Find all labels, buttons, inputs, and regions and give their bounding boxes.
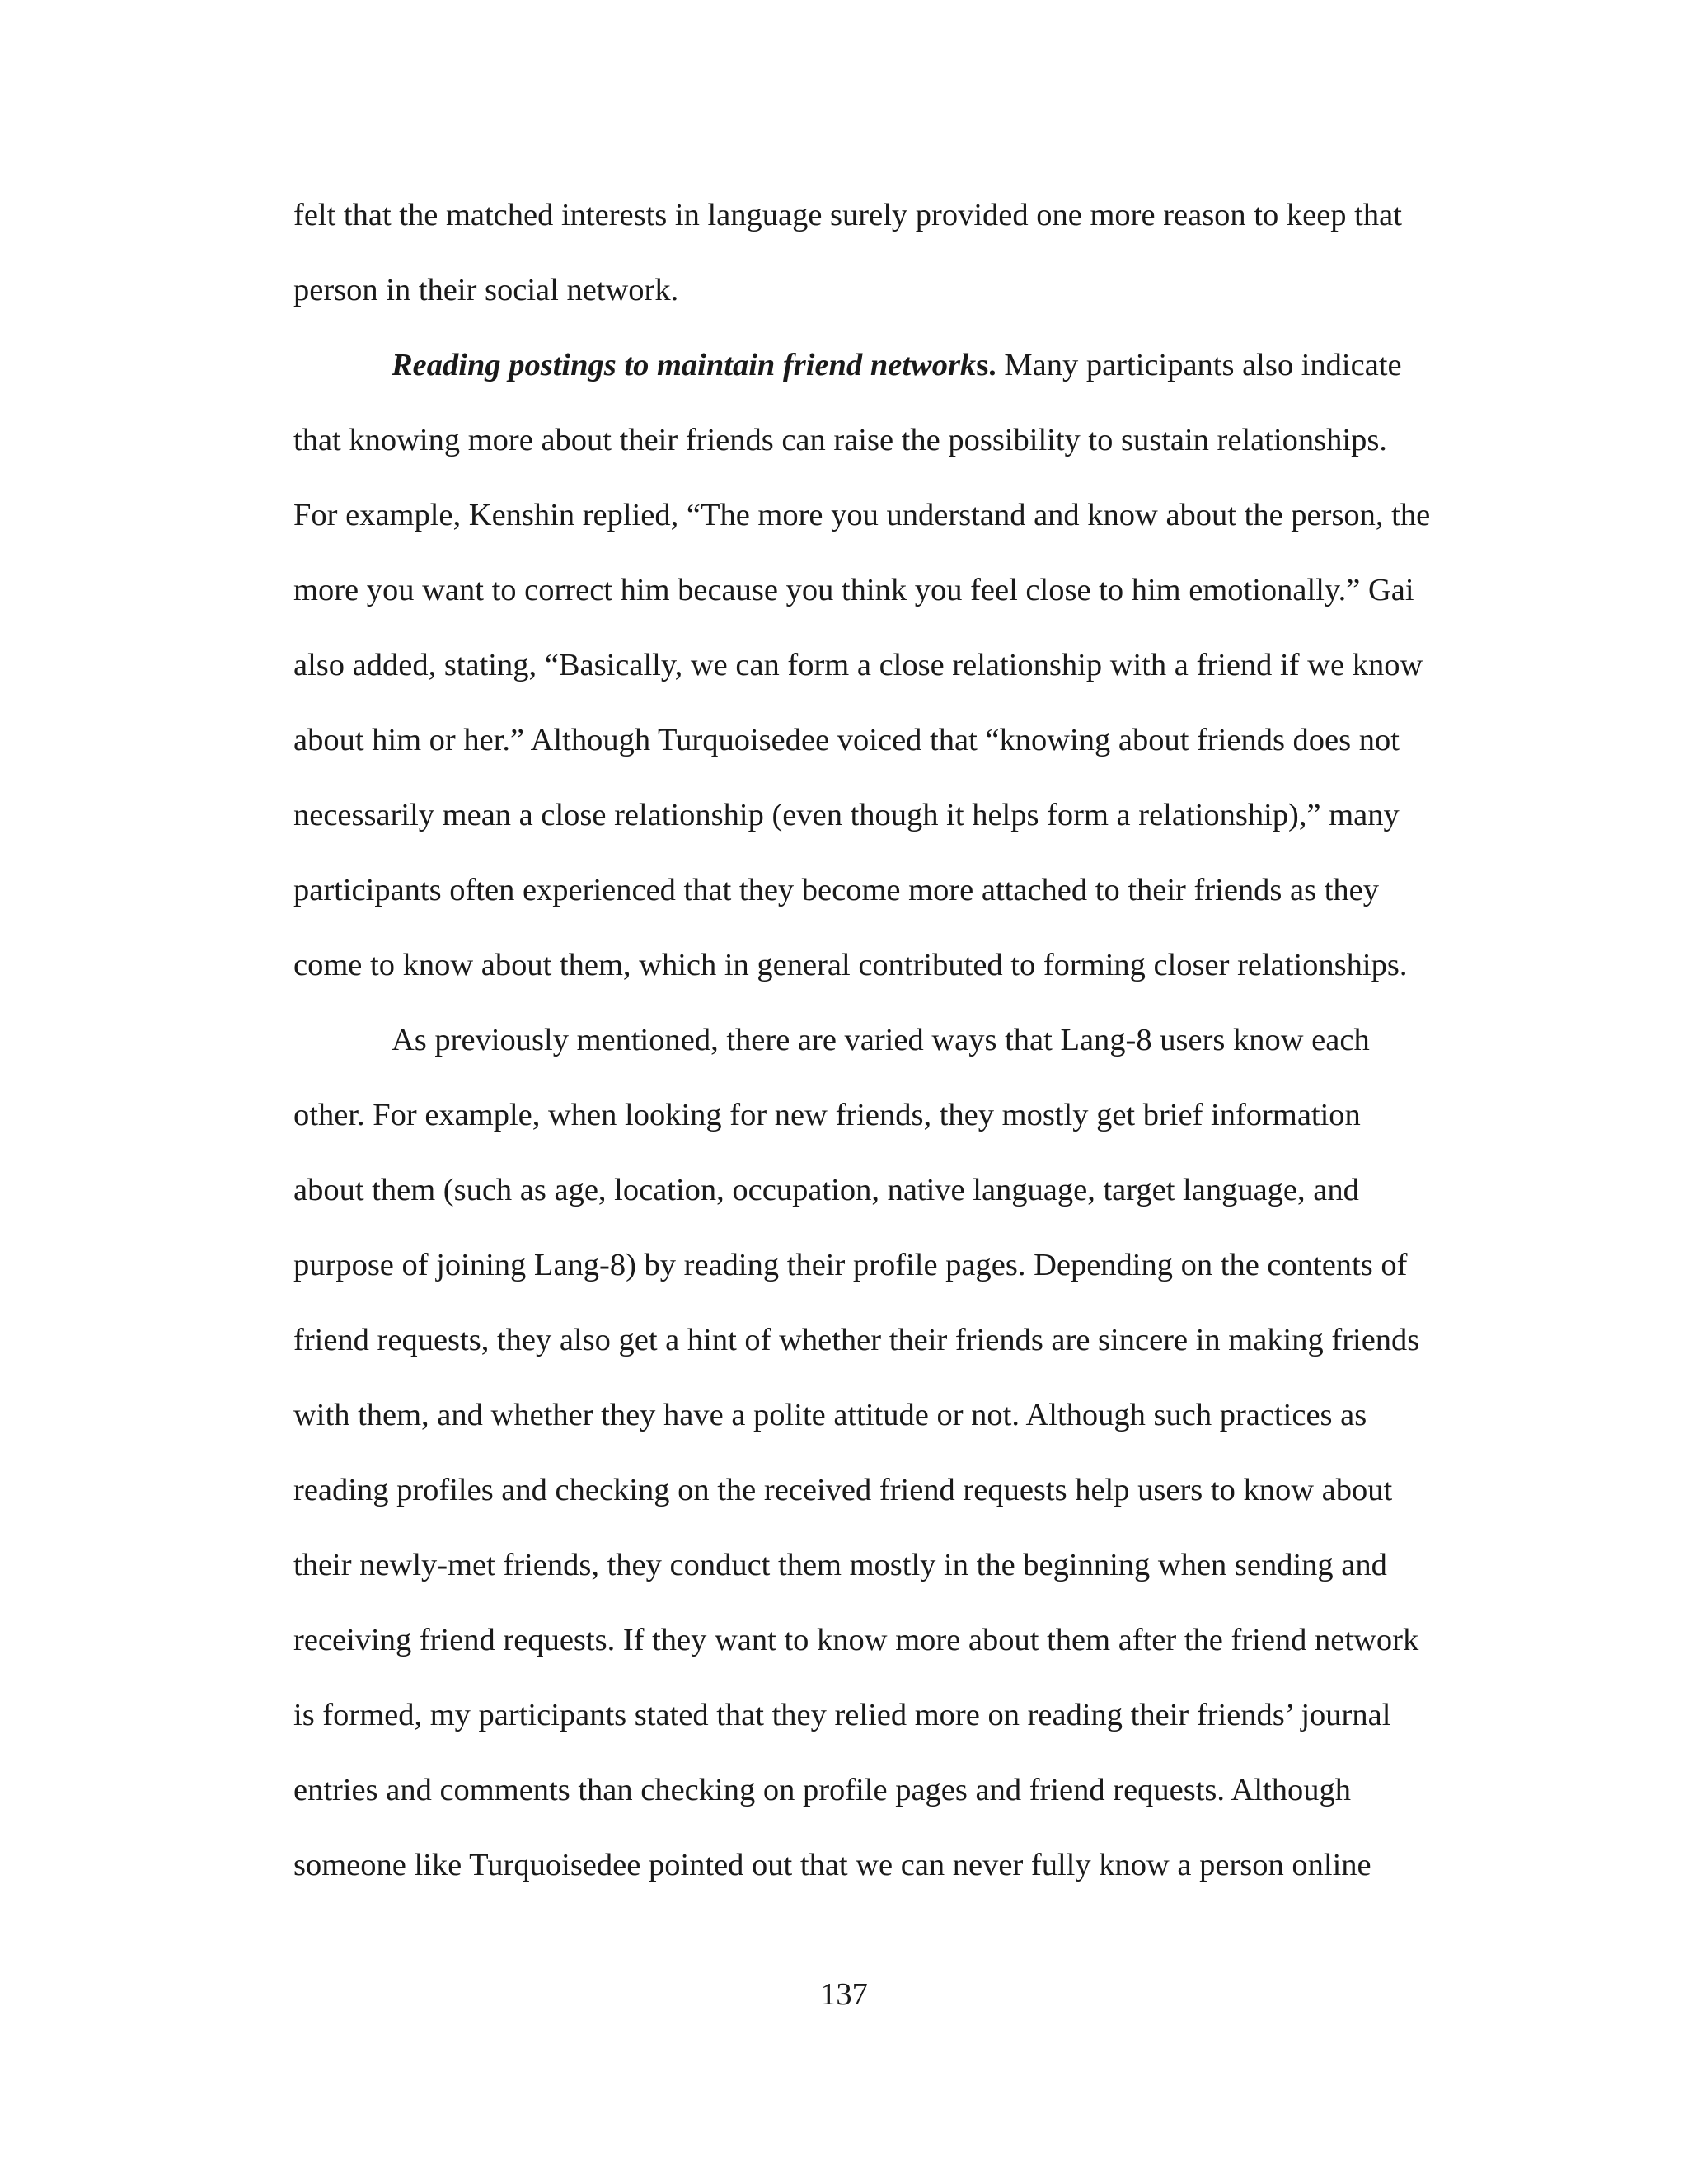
body-line: that knowing more about their friends can raise the possibility to sustain relationships. [293,423,1387,457]
page-number: 137 [820,1977,868,2012]
body-line-indented: As previously mentioned, there are varied ways that Lang-8 users know each [392,1023,1370,1057]
body-text: Many participants also indicate [1004,348,1402,382]
body-line: more you want to correct him because you think you feel close to him emotionally.” Gai [293,573,1414,607]
body-line: entries and comments than checking on profile pages and friend requests. Although [293,1773,1351,1807]
body-line: about him or her.” Although Turquoisedee voiced that “knowing about friends does not [293,723,1400,757]
body-line: necessarily mean a close relationship (even though it helps form a relationship),” many [293,798,1400,832]
body-line: For example, Kenshin replied, “The more you understand and know about the person, the [293,498,1431,532]
body-line: come to know about them, which in general contributed to forming closer relationships. [293,948,1408,982]
body-line: with them, and whether they have a polite attitude or not. Although such practices as [293,1398,1367,1432]
body-line: their newly-met friends, they conduct them mostly in the beginning when sending and [293,1548,1387,1582]
body-line: other. For example, when looking for new friends, they mostly get brief information [293,1098,1361,1132]
section-heading: Reading postings to maintain friend network [392,348,977,382]
body-line: someone like Turquoisedee pointed out that we can never fully know a person online [293,1848,1372,1882]
section-heading-suffix: s. [976,348,996,382]
body-line: purpose of joining Lang-8) by reading their profile pages. Depending on the contents of [293,1248,1408,1282]
body-line: person in their social network. [293,273,679,307]
body-line: participants often experienced that they become more attached to their friends as they [293,873,1380,907]
body-line: also added, stating, “Basically, we can form a close relationship with a friend if we know [293,648,1423,682]
body-line: reading profiles and checking on the received friend requests help users to know about [293,1473,1393,1507]
body-line: is formed, my participants stated that they relied more on reading their friends’ journal [293,1698,1391,1732]
body-line: felt that the matched interests in language surely provided one more reason to keep that [293,198,1402,232]
body-line: receiving friend requests. If they want to know more about them after the friend network [293,1623,1419,1657]
body-line: friend requests, they also get a hint of whether their friends are sincere in making friends [293,1323,1420,1357]
body-line: about them (such as age, location, occupation, native language, target language, and [293,1173,1359,1207]
section-heading-line [392,346,1402,384]
